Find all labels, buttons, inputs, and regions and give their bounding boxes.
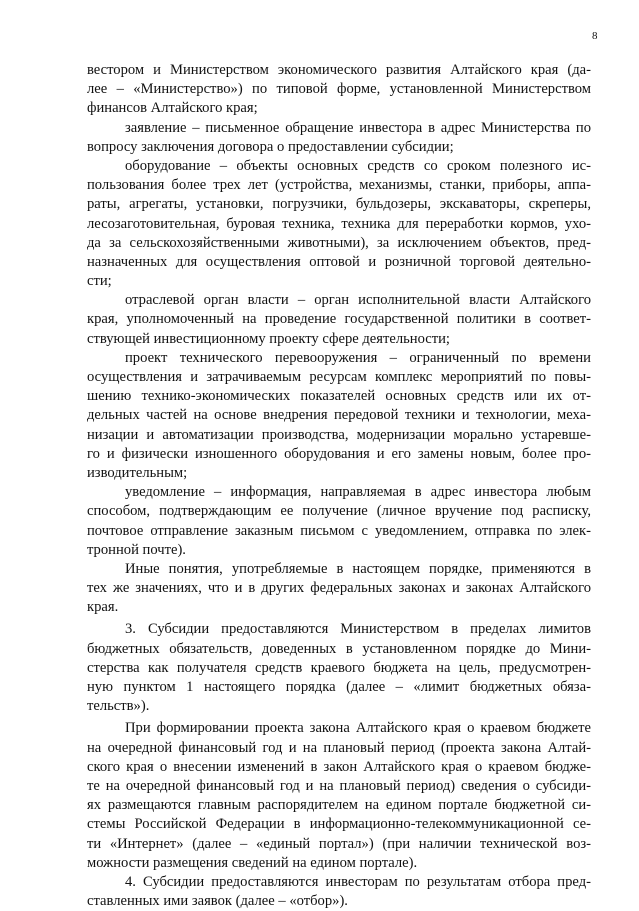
text-line: вопросу заключения договора о предоставлении субсидии; xyxy=(87,138,454,155)
text-line: можности размещения сведений на едином портале). xyxy=(87,854,418,871)
text-line: ях размещаются главным распорядителем на едином портале бюджетной си- xyxy=(87,797,591,814)
text-line: раты, агрегаты, установки, погрузчики, бульдозеры, экскаваторы, скреперы, xyxy=(87,196,591,213)
text-line: тронной почте). xyxy=(87,541,186,558)
text-line: ского края о внесении изменений в закон Алтайского края о краевом бюдже- xyxy=(87,758,591,775)
text-line: ставленных ими заявок (далее – «отбор»). xyxy=(87,893,348,910)
text-line: финансов Алтайского края; xyxy=(87,100,258,117)
text-line: тельств»). xyxy=(87,698,150,715)
text-line: почтовое отправление заказным письмом с уведомлением, отправка по элек- xyxy=(87,522,591,539)
text-line: способом, подтверждающим ее получение (личное вручение под расписку, xyxy=(87,503,591,520)
text-line: отраслевой орган власти – орган исполнительной власти Алтайского xyxy=(125,292,591,309)
text-line: пользования более трех лет (устройства, механизмы, станки, приборы, аппа- xyxy=(87,177,591,194)
text-line: на очередной финансовый год и на плановый период (проекта закона Алтай- xyxy=(87,739,591,756)
text-line: сти; xyxy=(87,273,112,290)
text-line: ствующей инвестиционному проекту сфере деятельности; xyxy=(87,330,450,347)
text-line: При формировании проекта закона Алтайского края о краевом бюджете xyxy=(125,720,591,737)
text-line: края. xyxy=(87,599,119,616)
text-line: ную пунктом 1 настоящего порядка (далее – «лимит бюджетных обяза- xyxy=(87,679,591,695)
text-line: тех же значениях, что и в других федеральных законах и законах Алтайского xyxy=(87,580,591,597)
text-line: назначенных для осуществления оптовой и розничной торговой деятельно- xyxy=(87,253,591,270)
text-line: вестором и Министерством экономического развития Алтайского края (да- xyxy=(87,62,591,78)
text-line: заявление – письменное обращение инвестора в адрес Министерства по xyxy=(125,119,591,136)
text-line: те на очередной финансовый год и на плановый период) сведения о субсиди- xyxy=(87,777,591,794)
text-line: низации и автоматизации производства, модернизации морально устаревше- xyxy=(87,426,591,443)
text-line: ти «Интернет» (далее – «единый портал») (при наличии технической воз- xyxy=(87,835,591,852)
text-line: лесозаготовительная, буровая техника, техника для переработки кормов, ухо- xyxy=(87,215,591,232)
text-line: стемы Российской Федерации в информационно-телекоммуникационной се- xyxy=(87,816,591,833)
text-line: го и физически изношенного оборудования и его замены новым, более про- xyxy=(87,445,591,462)
text-line: осуществления и затрачиваемым ресурсам комплекс мероприятий по повы- xyxy=(87,369,591,385)
text-line: проект технического перевооружения – ограниченный по времени xyxy=(125,349,591,366)
text-line: уведомление – информация, направляемая в адрес инвестора любым xyxy=(125,484,591,501)
text-line: дельных частей на основе внедрения передовой техники и технологии, меха- xyxy=(87,407,591,424)
text-line: изводительным; xyxy=(87,464,188,481)
text-line: да за сельскохозяйственными животными), за исключением объектов, пред- xyxy=(87,234,591,251)
text-line: 3. Субсидии предоставляются Министерством в пределах лимитов xyxy=(125,621,591,638)
text-line: 4. Субсидии предоставляются инвесторам по результатам отбора пред- xyxy=(125,873,591,890)
text-line: стерства как получателя средств краевого бюджета на цель, предусмотрен- xyxy=(87,659,591,676)
text-line: шению технико-экономических показателей основных средств или их от- xyxy=(87,388,591,405)
document-body xyxy=(87,61,591,911)
text-line: лее – «Министерство») по типовой форме, установленной Министерством xyxy=(87,81,591,98)
page-number: 8 xyxy=(592,30,598,42)
text-line: Иные понятия, употребляемые в настоящем порядке, применяются в xyxy=(125,560,591,577)
text-line: края, уполномоченный на проведение государственной политики в соответ- xyxy=(87,311,591,328)
text-line: бюджетных обязательств, доведенных в установленном порядке до Мини- xyxy=(87,640,591,657)
text-line: оборудование – объекты основных средств со сроком полезного ис- xyxy=(125,157,591,174)
